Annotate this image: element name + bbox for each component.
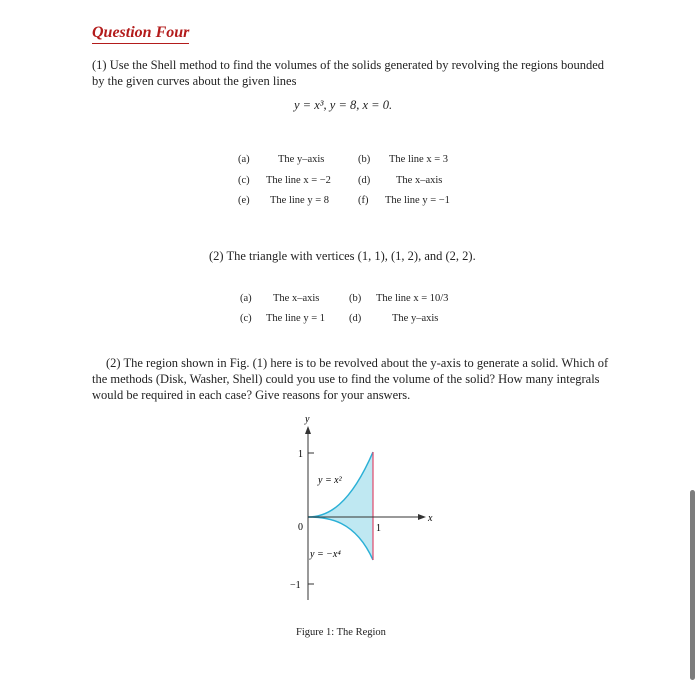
option-letter: (c) xyxy=(238,175,250,186)
option-text: The x–axis xyxy=(273,293,320,304)
upper-curve-label: y = x² xyxy=(318,475,342,486)
part3-text: (2) The region shown in Fig. (1) here is to be revolved about the y-axis to generate a solid. Which of the methods (Disk, Washer, Shell) could you use to find the volume of the solid? How many integrals would be required in each case? Give reasons for your answers. xyxy=(92,356,609,402)
option-letter: (d) xyxy=(358,175,371,186)
scrollbar-thumb[interactable] xyxy=(690,490,695,680)
x-axis-arrow xyxy=(418,514,426,520)
x-axis-label: x xyxy=(428,513,433,524)
tick-label-y-pos: 1 xyxy=(298,449,303,460)
region-figure xyxy=(270,410,450,615)
option-letter: (e) xyxy=(238,195,250,206)
option-letter: (b) xyxy=(358,154,371,165)
option-text: The y–axis xyxy=(392,313,439,324)
lower-curve-label: y = −x⁴ xyxy=(310,549,341,560)
option-text: The line x = 10/3 xyxy=(376,293,449,304)
question-title: Question Four xyxy=(92,24,189,44)
figure-caption: Figure 1: The Region xyxy=(296,627,386,638)
option-letter: (c) xyxy=(240,313,252,324)
option-text: The x–axis xyxy=(396,175,443,186)
part1-intro: (1) Use the Shell method to find the volumes of the solids generated by revolving the regions bounded by the given curves about the given lines xyxy=(92,58,605,88)
option-text: The line x = −2 xyxy=(266,175,331,186)
option-letter: (a) xyxy=(238,154,250,165)
option-letter: (b) xyxy=(349,293,362,304)
y-axis-label: y xyxy=(305,414,310,425)
option-text: The y–axis xyxy=(278,154,325,165)
option-text: The line y = 8 xyxy=(270,195,329,206)
option-text: The line x = 3 xyxy=(389,154,448,165)
option-letter: (f) xyxy=(358,195,369,206)
tick-label-y-neg: −1 xyxy=(290,580,301,591)
option-text: The line y = 1 xyxy=(266,313,325,324)
part1-equation: y = x³, y = 8, x = 0. xyxy=(294,98,393,112)
option-text: The line y = −1 xyxy=(385,195,450,206)
option-letter: (d) xyxy=(349,313,362,324)
y-axis-arrow xyxy=(305,426,311,434)
tick-label-x: 1 xyxy=(376,523,381,534)
part2-intro: (2) The triangle with vertices (1, 1), (1, 2), and (2, 2). xyxy=(209,249,476,263)
option-letter: (a) xyxy=(240,293,252,304)
origin-label: 0 xyxy=(298,522,303,533)
